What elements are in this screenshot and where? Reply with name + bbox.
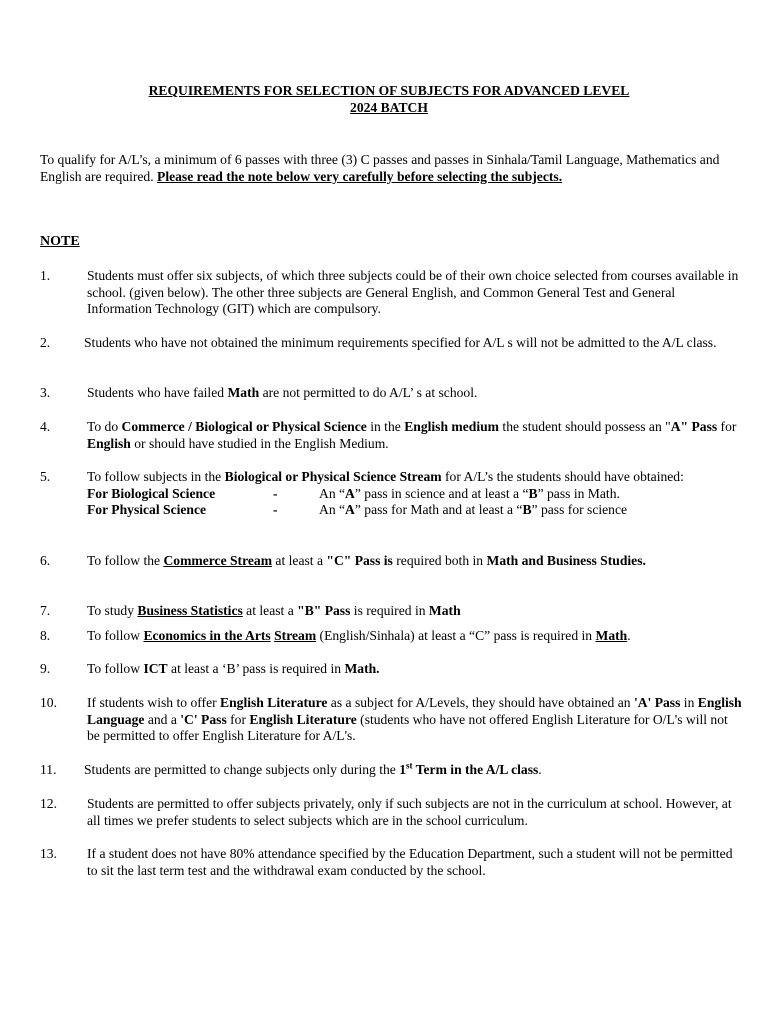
intro-emphasis: Please read the note below very carefully before selecting the subjects.	[157, 169, 563, 184]
item-text: Students who have failed Math are not permitted to do A/L’ s at school.	[87, 385, 478, 400]
physical-science-row: For Physical Science - An “A” pass for Math and at least a “B” pass for science	[87, 502, 628, 517]
item-number: 13.	[40, 846, 57, 861]
item-number: 4.	[40, 419, 51, 434]
item-number: 1.	[40, 268, 51, 283]
item-number: 7.	[40, 603, 51, 618]
item-number: 12.	[40, 796, 57, 811]
item-number: 11.	[40, 762, 57, 777]
document-subtitle: 2024 BATCH	[350, 100, 428, 115]
item-number: 5.	[40, 469, 51, 484]
item-number: 9.	[40, 661, 51, 676]
intro-text: To qualify for A/L’s, a minimum of 6 passes with three (3) C passes and passes in Sinhala/Tamil Language, Mathematics and English are required.	[40, 152, 720, 184]
item-text: Students must offer six subjects, of which three subjects could be of their own choice selected from courses available in school. (given below). The other three subjects are General English, and Common General Test and General Information Technology (GIT) which are compulsory.	[87, 268, 739, 316]
item-number: 8.	[40, 628, 51, 643]
item-text: Students are permitted to change subjects only during the 1st Term in the A/L class.	[84, 760, 542, 777]
item-number: 3.	[40, 385, 51, 400]
note-heading: NOTE	[40, 234, 80, 249]
item-text: To follow subjects in the Biological or Physical Science Stream for A/L’s the students should have obtained: For Biological Science - An “A” pass in science and at least a “B” pass in Math. For Physical Science - An “A” pass for Math and at least a “B” pass for science	[87, 469, 742, 519]
item-number: 2.	[40, 335, 51, 350]
item-text: If a student does not have 80% attendance specified by the Education Department, such a student will not be permitted to sit the last term test and the withdrawal exam conducted by the school.	[87, 846, 733, 878]
item-number: 10.	[40, 695, 57, 710]
item-text: Students are permitted to offer subjects privately, only if such subjects are not in the curriculum at school. However, at all times we prefer students to select subjects which are in the school curriculum.	[87, 796, 732, 828]
item-text: To follow the Commerce Stream at least a "C" Pass is required both in Math and Business Studies.	[87, 553, 646, 568]
item-text: To do Commerce / Biological or Physical Science in the English medium the student should possess an "A" Pass for English or should have studied in the English Medium.	[87, 419, 737, 451]
biological-science-row: For Biological Science - An “A” pass in science and at least a “B” pass in Math.	[87, 485, 620, 501]
item-text: If students wish to offer English Literature as a subject for A/Levels, they should have obtained an 'A' Pass in English Language and a 'C' Pass for English Literature (students who have not offered English Literature for O/L's will not be permitted to offer English Literature for A/L's.	[87, 695, 742, 743]
item-text: Students who have not obtained the minimum requirements specified for A/L s will not be admitted to the A/L class.	[84, 335, 717, 350]
item-text: To study Business Statistics at least a "B" Pass is required in Math	[87, 603, 461, 618]
item-text: To follow Economics in the Arts Stream (English/Sinhala) at least a “C” pass is required in Math.	[87, 628, 631, 643]
item-number: 6.	[40, 553, 51, 568]
intro-paragraph	[40, 151, 740, 185]
item-text: To follow ICT at least a ‘B’ pass is required in Math.	[87, 661, 380, 676]
document-title: REQUIREMENTS FOR SELECTION OF SUBJECTS FOR ADVANCED LEVEL	[148, 83, 630, 98]
